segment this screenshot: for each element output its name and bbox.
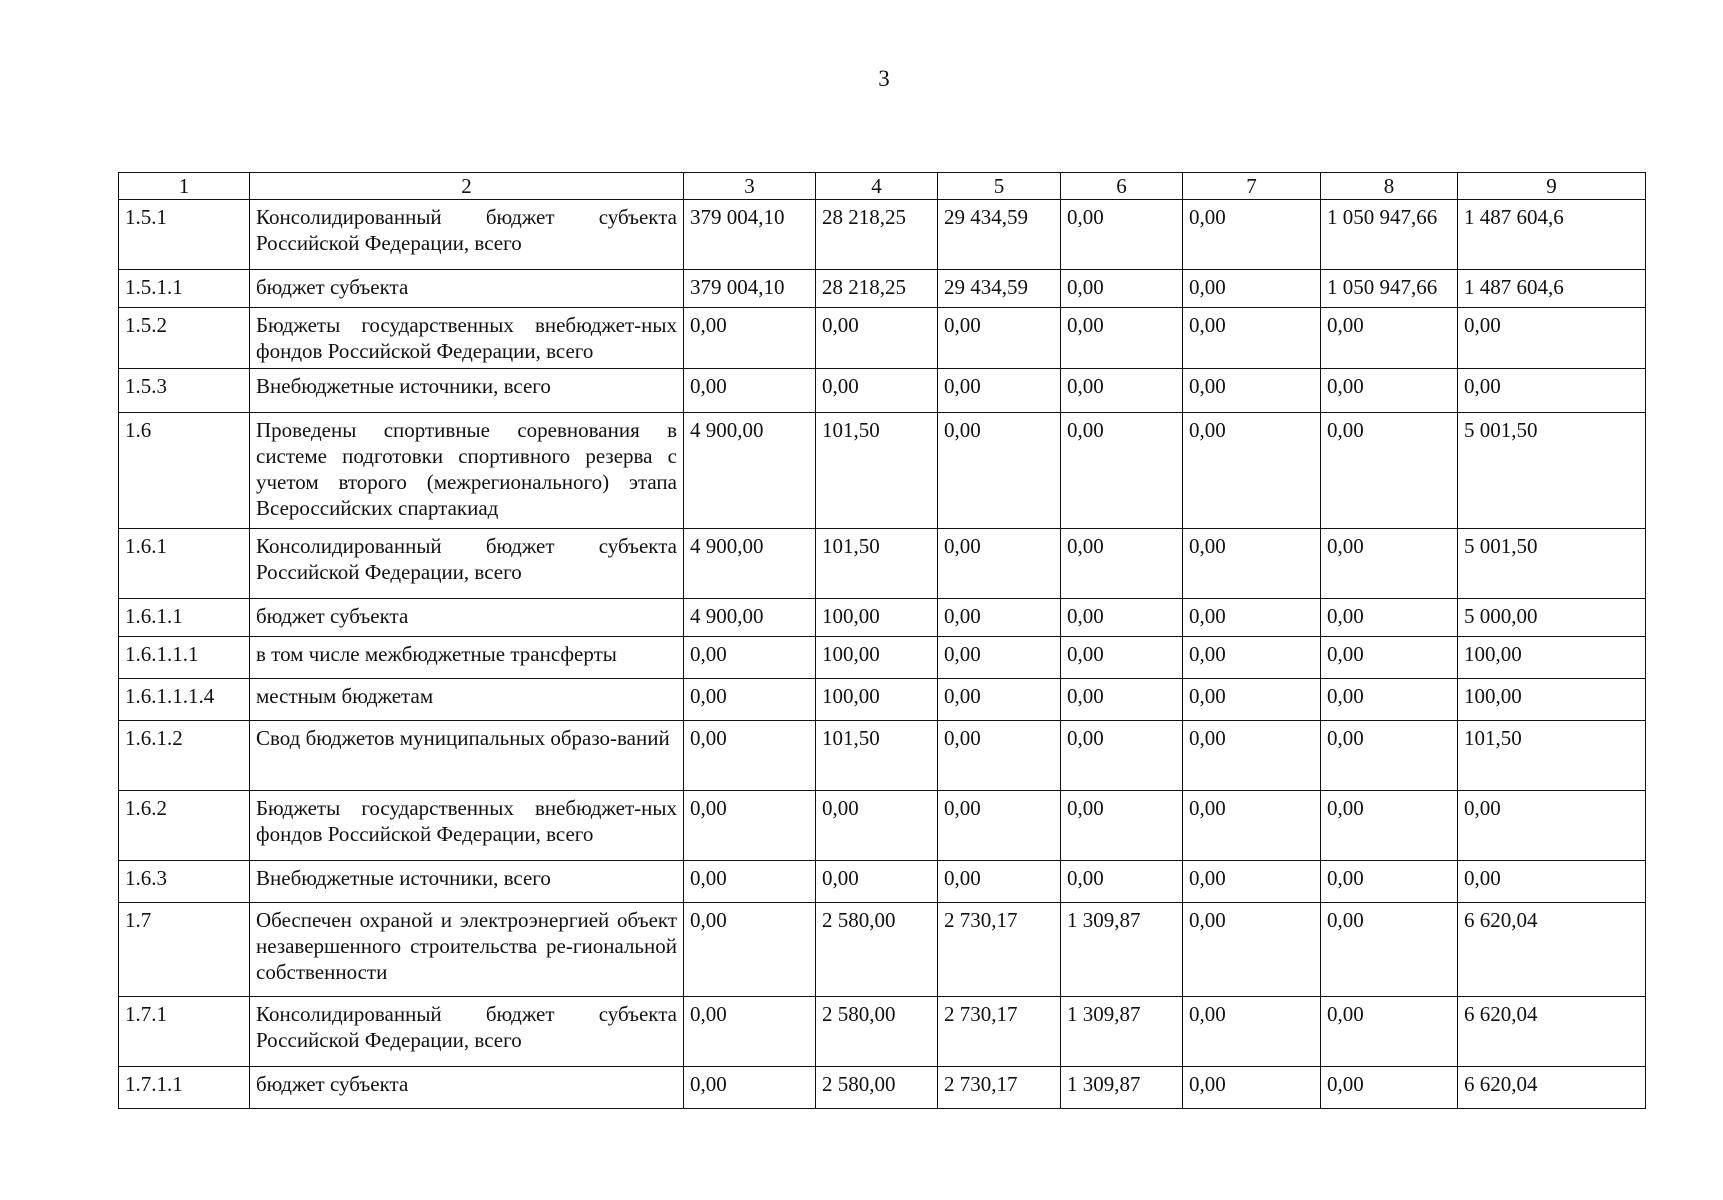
row-code-cell: 1.7.1.1	[119, 1067, 250, 1109]
value-cell: 100,00	[816, 637, 938, 679]
value-cell: 0,00	[1061, 200, 1183, 270]
table-row	[119, 599, 1646, 637]
value-cell: 1 309,87	[1061, 997, 1183, 1067]
value-cell: 0,00	[1183, 200, 1321, 270]
value-cell: 0,00	[684, 791, 816, 861]
value-cell: 0,00	[1061, 791, 1183, 861]
value-cell: 379 004,10	[684, 270, 816, 308]
value-cell: 2 730,17	[938, 997, 1061, 1067]
value-cell: 0,00	[938, 413, 1061, 529]
table-row	[119, 679, 1646, 721]
value-cell: 101,50	[1458, 721, 1646, 791]
table-row	[119, 1067, 1646, 1109]
value-cell: 0,00	[1183, 903, 1321, 997]
value-cell: 5 001,50	[1458, 529, 1646, 599]
value-cell: 0,00	[1183, 721, 1321, 791]
value-cell: 0,00	[1183, 270, 1321, 308]
value-cell: 2 730,17	[938, 1067, 1061, 1109]
value-cell: 1 309,87	[1061, 903, 1183, 997]
value-cell: 0,00	[1321, 599, 1458, 637]
column-header: 5	[938, 173, 1061, 200]
row-description-cell: Внебюджетные источники, всего	[250, 369, 684, 413]
row-code-cell: 1.6.1.1	[119, 599, 250, 637]
value-cell: 0,00	[1061, 861, 1183, 903]
value-cell: 0,00	[1061, 679, 1183, 721]
table-row	[119, 721, 1646, 791]
value-cell: 0,00	[1061, 369, 1183, 413]
value-cell: 0,00	[938, 791, 1061, 861]
value-cell: 0,00	[938, 637, 1061, 679]
value-cell: 0,00	[816, 791, 938, 861]
column-header: 8	[1321, 173, 1458, 200]
row-code-cell: 1.5.1.1	[119, 270, 250, 308]
value-cell: 0,00	[1321, 903, 1458, 997]
value-cell: 0,00	[1321, 791, 1458, 861]
value-cell: 100,00	[1458, 679, 1646, 721]
value-cell: 0,00	[684, 1067, 816, 1109]
value-cell: 0,00	[1321, 413, 1458, 529]
row-description-cell: бюджет субъекта	[250, 599, 684, 637]
value-cell: 0,00	[684, 308, 816, 369]
value-cell: 0,00	[1321, 529, 1458, 599]
table-row	[119, 637, 1646, 679]
value-cell: 0,00	[1321, 637, 1458, 679]
value-cell: 0,00	[1183, 599, 1321, 637]
value-cell: 0,00	[938, 369, 1061, 413]
column-header: 9	[1458, 173, 1646, 200]
value-cell: 0,00	[1183, 1067, 1321, 1109]
value-cell: 100,00	[816, 679, 938, 721]
row-description-cell: Проведены спортивные соревнования в системе подготовки спортивного резерва с учетом второго (межрегионального) этапа Всероссийских спартакиад	[250, 413, 684, 529]
value-cell: 1 050 947,66	[1321, 270, 1458, 308]
value-cell: 2 580,00	[816, 903, 938, 997]
value-cell: 0,00	[1061, 721, 1183, 791]
table-row	[119, 861, 1646, 903]
value-cell: 4 900,00	[684, 529, 816, 599]
value-cell: 29 434,59	[938, 270, 1061, 308]
table-row	[119, 270, 1646, 308]
value-cell: 0,00	[684, 679, 816, 721]
value-cell: 4 900,00	[684, 413, 816, 529]
value-cell: 1 487 604,6	[1458, 200, 1646, 270]
value-cell: 0,00	[1183, 791, 1321, 861]
row-code-cell: 1.7.1	[119, 997, 250, 1067]
value-cell: 1 050 947,66	[1321, 200, 1458, 270]
value-cell: 6 620,04	[1458, 903, 1646, 997]
value-cell: 0,00	[816, 861, 938, 903]
table-row	[119, 369, 1646, 413]
table-row	[119, 903, 1646, 997]
row-description-cell: бюджет субъекта	[250, 270, 684, 308]
value-cell: 0,00	[1458, 308, 1646, 369]
row-code-cell: 1.6	[119, 413, 250, 529]
row-code-cell: 1.6.3	[119, 861, 250, 903]
row-code-cell: 1.5.1	[119, 200, 250, 270]
column-header: 7	[1183, 173, 1321, 200]
value-cell: 0,00	[938, 679, 1061, 721]
value-cell: 0,00	[1183, 369, 1321, 413]
value-cell: 0,00	[1321, 1067, 1458, 1109]
value-cell: 0,00	[1183, 413, 1321, 529]
row-description-cell: Свод бюджетов муниципальных образо-ваний	[250, 721, 684, 791]
row-description-cell: Внебюджетные источники, всего	[250, 861, 684, 903]
row-description-cell: Бюджеты государственных внебюджет-ных фондов Российской Федерации, всего	[250, 308, 684, 369]
value-cell: 0,00	[938, 599, 1061, 637]
value-cell: 101,50	[816, 529, 938, 599]
column-header: 4	[816, 173, 938, 200]
value-cell: 0,00	[1458, 369, 1646, 413]
value-cell: 0,00	[684, 997, 816, 1067]
value-cell: 1 309,87	[1061, 1067, 1183, 1109]
value-cell: 2 730,17	[938, 903, 1061, 997]
value-cell: 6 620,04	[1458, 997, 1646, 1067]
row-code-cell: 1.5.3	[119, 369, 250, 413]
row-code-cell: 1.6.1.1.1	[119, 637, 250, 679]
value-cell: 0,00	[1321, 308, 1458, 369]
row-code-cell: 1.7	[119, 903, 250, 997]
value-cell: 0,00	[938, 861, 1061, 903]
value-cell: 0,00	[1183, 679, 1321, 721]
column-header: 3	[684, 173, 816, 200]
value-cell: 0,00	[684, 861, 816, 903]
value-cell: 100,00	[1458, 637, 1646, 679]
table-row	[119, 791, 1646, 861]
value-cell: 5 001,50	[1458, 413, 1646, 529]
row-code-cell: 1.6.1.1.1.4	[119, 679, 250, 721]
row-description-cell: в том числе межбюджетные трансферты	[250, 637, 684, 679]
value-cell: 0,00	[684, 369, 816, 413]
value-cell: 0,00	[1321, 997, 1458, 1067]
value-cell: 0,00	[1183, 529, 1321, 599]
row-description-cell: Консолидированный бюджет субъекта Российской Федерации, всего	[250, 200, 684, 270]
value-cell: 0,00	[1061, 637, 1183, 679]
value-cell: 0,00	[1458, 861, 1646, 903]
value-cell: 29 434,59	[938, 200, 1061, 270]
value-cell: 0,00	[1061, 599, 1183, 637]
value-cell: 0,00	[1321, 679, 1458, 721]
page-number: 3	[878, 66, 890, 91]
value-cell: 379 004,10	[684, 200, 816, 270]
value-cell: 0,00	[816, 369, 938, 413]
value-cell: 2 580,00	[816, 1067, 938, 1109]
value-cell: 0,00	[1321, 721, 1458, 791]
value-cell: 0,00	[1061, 529, 1183, 599]
row-description-cell: Консолидированный бюджет субъекта Российской Федерации, всего	[250, 997, 684, 1067]
value-cell: 0,00	[1183, 861, 1321, 903]
column-header: 2	[250, 173, 684, 200]
value-cell: 2 580,00	[816, 997, 938, 1067]
value-cell: 0,00	[938, 308, 1061, 369]
value-cell: 0,00	[1061, 270, 1183, 308]
value-cell: 0,00	[816, 308, 938, 369]
value-cell: 0,00	[1183, 997, 1321, 1067]
row-description-cell: местным бюджетам	[250, 679, 684, 721]
column-header: 6	[1061, 173, 1183, 200]
value-cell: 0,00	[1061, 413, 1183, 529]
value-cell: 101,50	[816, 413, 938, 529]
value-cell: 5 000,00	[1458, 599, 1646, 637]
value-cell: 0,00	[1321, 369, 1458, 413]
value-cell: 28 218,25	[816, 200, 938, 270]
budget-table	[118, 172, 1646, 1109]
value-cell: 0,00	[938, 721, 1061, 791]
column-header: 1	[119, 173, 250, 200]
value-cell: 0,00	[938, 529, 1061, 599]
row-description-cell: Бюджеты государственных внебюджет-ных фондов Российской Федерации, всего	[250, 791, 684, 861]
row-code-cell: 1.6.2	[119, 791, 250, 861]
value-cell: 0,00	[1183, 637, 1321, 679]
table-header-row	[119, 173, 1646, 200]
value-cell: 100,00	[816, 599, 938, 637]
table-row	[119, 997, 1646, 1067]
value-cell: 0,00	[1458, 791, 1646, 861]
value-cell: 0,00	[1321, 861, 1458, 903]
value-cell: 0,00	[1183, 308, 1321, 369]
table-row	[119, 200, 1646, 270]
row-code-cell: 1.5.2	[119, 308, 250, 369]
row-description-cell: Обеспечен охраной и электроэнергией объект незавершенного строительства ре-гиональной собственности	[250, 903, 684, 997]
value-cell: 0,00	[684, 721, 816, 791]
table-row	[119, 308, 1646, 369]
value-cell: 0,00	[684, 903, 816, 997]
value-cell: 101,50	[816, 721, 938, 791]
value-cell: 0,00	[1061, 308, 1183, 369]
row-code-cell: 1.6.1	[119, 529, 250, 599]
value-cell: 1 487 604,6	[1458, 270, 1646, 308]
row-description-cell: бюджет субъекта	[250, 1067, 684, 1109]
table-row	[119, 413, 1646, 529]
value-cell: 0,00	[684, 637, 816, 679]
row-description-cell: Консолидированный бюджет субъекта Российской Федерации, всего	[250, 529, 684, 599]
value-cell: 4 900,00	[684, 599, 816, 637]
row-code-cell: 1.6.1.2	[119, 721, 250, 791]
table-row	[119, 529, 1646, 599]
value-cell: 28 218,25	[816, 270, 938, 308]
value-cell: 6 620,04	[1458, 1067, 1646, 1109]
